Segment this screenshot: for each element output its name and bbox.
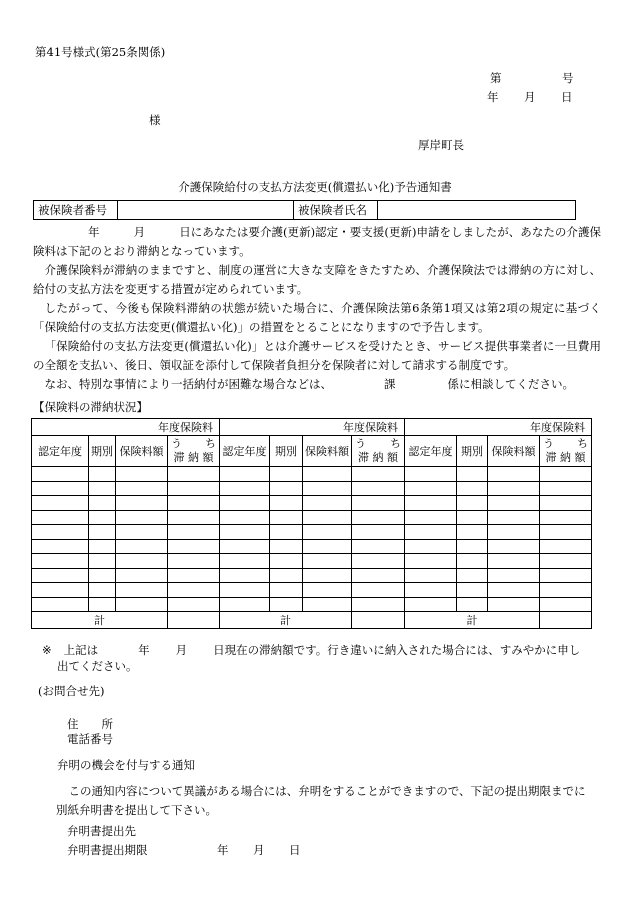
arrears-cell[interactable]: [352, 525, 405, 540]
total-label: 計: [220, 612, 352, 629]
note-month: 月: [175, 643, 188, 657]
arrears-cell[interactable]: [270, 510, 303, 525]
arrears-column-header: 認定年度: [32, 436, 89, 467]
fiscal-year-premium-header: 年度保険料: [405, 419, 592, 436]
arrears-column-header: 保険料額: [488, 436, 540, 467]
arrears-cell[interactable]: [270, 525, 303, 540]
arrears-cell[interactable]: [168, 525, 220, 540]
arrears-cell[interactable]: [488, 568, 540, 583]
uchi-chi: ち: [205, 437, 216, 450]
arrears-note: [42, 642, 580, 658]
arrears-cell[interactable]: [303, 481, 352, 496]
phone-label: 電話番号: [67, 732, 113, 746]
arrears-cell[interactable]: [270, 481, 303, 496]
arrears-row: [32, 597, 592, 612]
arrears-cell[interactable]: [168, 496, 220, 511]
arrears-cell[interactable]: [89, 510, 116, 525]
arrears-cell[interactable]: [32, 525, 89, 540]
doc-number-dai: 第: [490, 71, 502, 85]
arrears-cell[interactable]: [32, 510, 89, 525]
arrears-cell[interactable]: [352, 597, 405, 612]
arrears-cell[interactable]: [89, 496, 116, 511]
arrears-cell[interactable]: [303, 583, 352, 598]
document-title: 介護保険給付の支払方法変更(償還払い化)予告通知書: [178, 180, 452, 194]
arrears-cell[interactable]: [352, 510, 405, 525]
arrears-cell[interactable]: [116, 583, 168, 598]
submission-destination-label: 弁明書提出先: [67, 824, 136, 838]
arrears-cell[interactable]: [540, 467, 592, 482]
arrears-cell[interactable]: [457, 597, 488, 612]
arrears-cell[interactable]: [540, 525, 592, 540]
arrears-cell[interactable]: [270, 597, 303, 612]
arrears-cell[interactable]: [303, 496, 352, 511]
arrears-amount-header: [352, 436, 405, 467]
arrears-row: [32, 496, 592, 511]
arrears-cell[interactable]: [457, 539, 488, 554]
arrears-cell[interactable]: [488, 481, 540, 496]
p1-rest: 日にあなたは要介護(更新)認定・要支援(更新)申請をしましたが、あなたの介護保険料は下記のとおり滞納となっています。: [33, 225, 602, 258]
arrears-note-cont: 出てください。: [57, 659, 138, 673]
arrears-cell[interactable]: [89, 583, 116, 598]
arrears-cell[interactable]: [32, 496, 89, 511]
arrears-cell[interactable]: [540, 510, 592, 525]
arrears-row: [32, 467, 592, 482]
arrears-cell[interactable]: [116, 539, 168, 554]
total-label: 計: [405, 612, 540, 629]
arrears-cell[interactable]: [303, 510, 352, 525]
uchi-u: う: [543, 437, 554, 450]
deadline-month: 月: [253, 843, 265, 857]
arrears-cell[interactable]: [352, 554, 405, 569]
arrears-cell[interactable]: [220, 568, 270, 583]
total-amount-cell[interactable]: [168, 612, 220, 629]
uchi-u: う: [171, 437, 182, 450]
fiscal-year-premium-header: 年度保険料: [220, 419, 405, 436]
arrears-cell[interactable]: [540, 597, 592, 612]
arrears-cell[interactable]: [540, 568, 592, 583]
arrears-cell[interactable]: [270, 554, 303, 569]
paragraph-4: 「保険給付の支払方法変更(償還払い化)」とは介護サービスを受けたとき、サービス提供事業者に一旦費用の全額を支払い、後日、領収証を添付して保険者負担分を保険者に対して請求する制度です。: [33, 339, 601, 372]
arrears-row: [32, 583, 592, 598]
arrears-cell[interactable]: [540, 554, 592, 569]
arrears-cell[interactable]: [457, 510, 488, 525]
arrears-cell[interactable]: [32, 583, 89, 598]
arrears-cell[interactable]: [116, 597, 168, 612]
arrears-cell[interactable]: [270, 496, 303, 511]
paragraph-3: したがって、今後も保険料滞納の状態が続いた場合に、介護保険法第6条第1項又は第2項の規定に基づく「保険給付の支払方法変更(償還払い化)」の措置をとることになりますので予告します。: [33, 301, 601, 334]
insured-info-table: [33, 200, 576, 220]
hearing-notice-line-1: この通知内容について異議がある場合には、弁明をすることができますので、下記の提出期限までに: [68, 784, 586, 798]
arrears-cell[interactable]: [116, 496, 168, 511]
arrears-cell[interactable]: [168, 510, 220, 525]
arrears-cell[interactable]: [89, 467, 116, 482]
arrears-amount-label: 滞 納 額: [358, 451, 398, 464]
arrears-amount-header: [540, 436, 592, 467]
uchi-label: [168, 437, 219, 451]
arrears-cell[interactable]: [457, 525, 488, 540]
arrears-cell[interactable]: [116, 554, 168, 569]
arrears-cell[interactable]: [303, 597, 352, 612]
arrears-cell[interactable]: [457, 496, 488, 511]
total-label: 計: [32, 612, 168, 629]
arrears-cell[interactable]: [89, 554, 116, 569]
arrears-cell[interactable]: [457, 467, 488, 482]
arrears-cell[interactable]: [270, 583, 303, 598]
issuer: 厚岸町長: [418, 138, 464, 152]
addressee: 様: [149, 113, 161, 127]
arrears-cell[interactable]: [116, 467, 168, 482]
deadline-label: 弁明書提出期限: [67, 843, 148, 857]
date-month: 月: [524, 90, 536, 104]
arrears-cell[interactable]: [89, 481, 116, 496]
arrears-cell[interactable]: [89, 525, 116, 540]
hearing-notice-body: [57, 782, 597, 820]
p1-year: 年: [88, 225, 100, 239]
arrears-cell[interactable]: [405, 467, 457, 482]
arrears-cell[interactable]: [116, 525, 168, 540]
arrears-cell[interactable]: [168, 583, 220, 598]
arrears-cell[interactable]: [457, 481, 488, 496]
date-year: 年: [487, 90, 499, 104]
arrears-cell[interactable]: [488, 496, 540, 511]
arrears-cell[interactable]: [220, 583, 270, 598]
arrears-cell[interactable]: [220, 510, 270, 525]
arrears-amount-header: [168, 436, 220, 467]
address-label: 住 所: [67, 717, 113, 731]
arrears-cell[interactable]: [405, 568, 457, 583]
arrears-cell[interactable]: [488, 539, 540, 554]
submission-deadline: [67, 842, 301, 858]
arrears-cell[interactable]: [405, 583, 457, 598]
deadline-year: 年: [217, 843, 229, 857]
arrears-cell[interactable]: [168, 554, 220, 569]
arrears-cell[interactable]: [488, 525, 540, 540]
arrears-cell[interactable]: [89, 568, 116, 583]
arrears-cell[interactable]: [270, 568, 303, 583]
arrears-row: [32, 525, 592, 540]
arrears-column-header: 期別: [89, 436, 116, 467]
hearing-notice-heading: 弁明の機会を付与する通知: [57, 758, 195, 772]
arrears-cell[interactable]: [352, 467, 405, 482]
arrears-cell[interactable]: [352, 539, 405, 554]
arrears-cell[interactable]: [540, 583, 592, 598]
inquiry-heading: (お問合せ先): [38, 684, 105, 698]
arrears-cell[interactable]: [457, 554, 488, 569]
arrears-cell[interactable]: [220, 467, 270, 482]
arrears-column-header: 保険料額: [303, 436, 352, 467]
p5-c: 係に相談してください。: [447, 377, 574, 391]
arrears-cell[interactable]: [168, 568, 220, 583]
uchi-label: [540, 437, 591, 451]
arrears-cell[interactable]: [352, 568, 405, 583]
arrears-cell[interactable]: [405, 597, 457, 612]
arrears-cell[interactable]: [405, 525, 457, 540]
arrears-cell[interactable]: [168, 467, 220, 482]
arrears-cell[interactable]: [116, 568, 168, 583]
arrears-column-header: 保険料額: [116, 436, 168, 467]
uchi-u: う: [355, 437, 366, 450]
arrears-cell[interactable]: [32, 554, 89, 569]
arrears-cell[interactable]: [405, 510, 457, 525]
insured-number-label: 被保険者番号: [34, 201, 118, 220]
form-number: 第41号様式(第25条関係): [35, 45, 166, 59]
arrears-column-header-row: [32, 436, 592, 467]
arrears-row: [32, 481, 592, 496]
total-amount-cell[interactable]: [540, 612, 592, 629]
arrears-cell[interactable]: [116, 510, 168, 525]
p5-a: なお、特別な事情により一括納付が困難な場合などは、: [44, 377, 332, 391]
arrears-cell[interactable]: [540, 496, 592, 511]
arrears-cell[interactable]: [405, 496, 457, 511]
p5-ka: 課: [384, 377, 396, 391]
arrears-cell[interactable]: [32, 568, 89, 583]
arrears-total-row: [32, 612, 592, 629]
note-a: 上記は: [63, 643, 99, 657]
arrears-cell[interactable]: [220, 597, 270, 612]
arrears-amount-label: 滞 納 額: [545, 451, 586, 464]
arrears-row: [32, 554, 592, 569]
arrears-cell[interactable]: [220, 525, 270, 540]
arrears-cell[interactable]: [89, 597, 116, 612]
p1-month: 月: [133, 225, 146, 239]
paragraph-5: [33, 375, 601, 394]
arrears-cell[interactable]: [488, 510, 540, 525]
arrears-cell[interactable]: [116, 481, 168, 496]
arrears-cell[interactable]: [488, 467, 540, 482]
arrears-cell[interactable]: [352, 496, 405, 511]
arrears-cell[interactable]: [270, 539, 303, 554]
doc-number-go: 号: [562, 71, 574, 85]
arrears-row: [32, 510, 592, 525]
insured-name-label: 被保険者氏名: [294, 201, 378, 220]
paragraph-2: 介護保険料が滞納のままですと、制度の運営に大きな支障をきたすため、介護保険法では滞納の方に対し、給付の支払方法を変更する措置が定められています。: [33, 263, 601, 296]
arrears-cell[interactable]: [405, 481, 457, 496]
insured-name-field[interactable]: [378, 201, 576, 220]
arrears-cell[interactable]: [168, 539, 220, 554]
arrears-cell[interactable]: [540, 481, 592, 496]
arrears-cell[interactable]: [32, 597, 89, 612]
arrears-row: [32, 568, 592, 583]
arrears-cell[interactable]: [303, 525, 352, 540]
arrears-cell[interactable]: [352, 481, 405, 496]
arrears-table: [31, 418, 592, 629]
arrears-cell[interactable]: [220, 481, 270, 496]
arrears-cell[interactable]: [270, 467, 303, 482]
arrears-cell[interactable]: [540, 539, 592, 554]
arrears-cell[interactable]: [457, 583, 488, 598]
arrears-cell[interactable]: [405, 554, 457, 569]
arrears-cell[interactable]: [168, 597, 220, 612]
uchi-chi: ち: [577, 437, 588, 450]
uchi-chi: ち: [390, 437, 401, 450]
deadline-day: 日: [289, 843, 301, 857]
date-day: 日: [561, 90, 573, 104]
notice-body-text: [33, 223, 601, 394]
arrears-cell[interactable]: [220, 539, 270, 554]
note-year: 年: [138, 643, 150, 657]
arrears-cell[interactable]: [457, 568, 488, 583]
hearing-notice-line-2: 別紙弁明書を提出して下さい。: [56, 803, 217, 817]
arrears-group-row: [32, 419, 592, 436]
arrears-cell[interactable]: [32, 481, 89, 496]
fiscal-year-premium-header: 年度保険料: [32, 419, 220, 436]
arrears-cell[interactable]: [32, 467, 89, 482]
uchi-label: [352, 437, 404, 451]
arrears-cell[interactable]: [32, 539, 89, 554]
arrears-column-header: 期別: [457, 436, 488, 467]
arrears-column-header: 認定年度: [405, 436, 457, 467]
arrears-cell[interactable]: [220, 554, 270, 569]
arrears-cell[interactable]: [168, 481, 220, 496]
arrears-cell[interactable]: [488, 583, 540, 598]
arrears-column-header: 期別: [270, 436, 303, 467]
insured-number-field[interactable]: [118, 201, 294, 220]
arrears-cell[interactable]: [303, 568, 352, 583]
arrears-cell[interactable]: [303, 554, 352, 569]
section-heading: 【保険料の滞納状況】: [33, 400, 148, 414]
arrears-cell[interactable]: [303, 539, 352, 554]
arrears-cell[interactable]: [488, 597, 540, 612]
total-amount-cell[interactable]: [352, 612, 405, 629]
arrears-cell[interactable]: [352, 583, 405, 598]
arrears-cell[interactable]: [89, 539, 116, 554]
arrears-amount-label: 滞 納 額: [173, 451, 214, 464]
arrears-row: [32, 539, 592, 554]
arrears-column-header: 認定年度: [220, 436, 270, 467]
paragraph-1: [33, 223, 601, 261]
note-mark: ※: [42, 643, 52, 657]
arrears-cell[interactable]: [405, 539, 457, 554]
arrears-cell[interactable]: [303, 467, 352, 482]
note-b: 日現在の滞納額です。行き違いに納入された場合には、すみやかに申し: [213, 643, 581, 657]
arrears-cell[interactable]: [488, 554, 540, 569]
arrears-cell[interactable]: [220, 496, 270, 511]
